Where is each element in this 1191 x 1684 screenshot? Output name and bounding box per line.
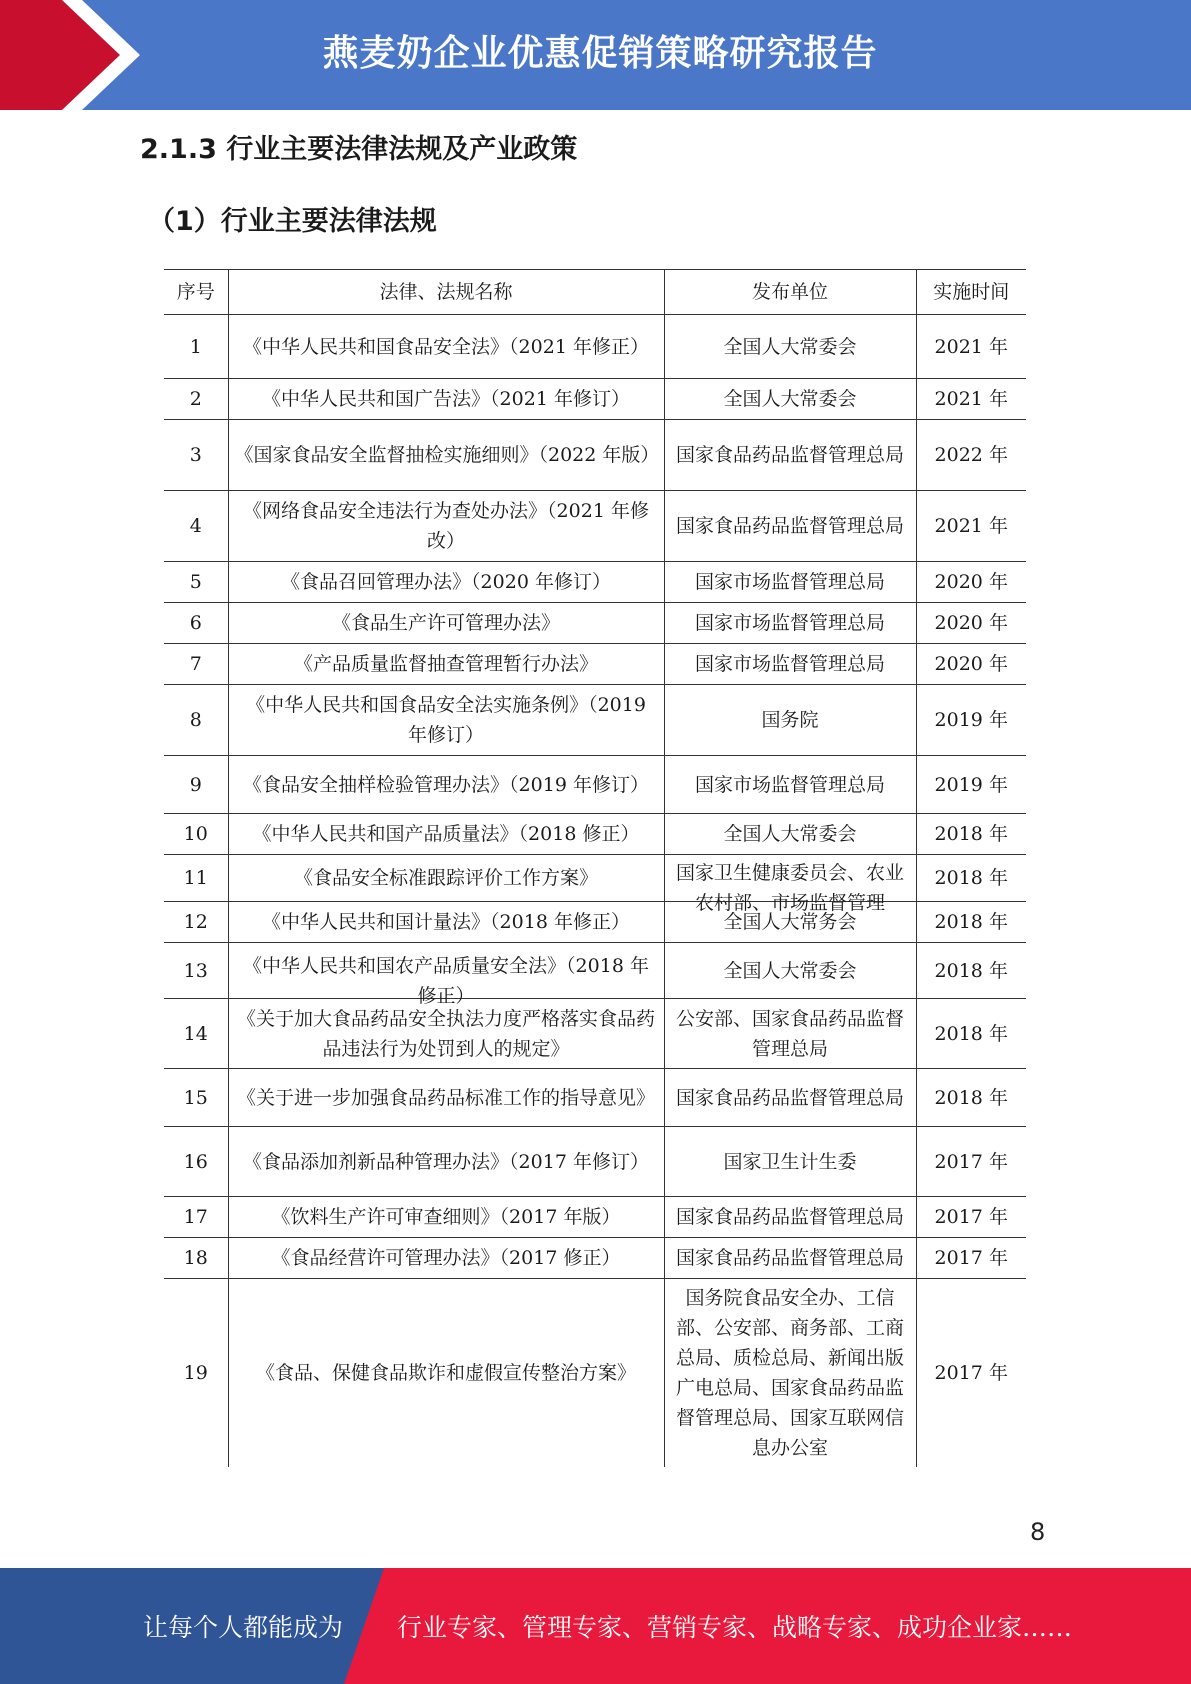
row-name: 《中华人民共和国广告法》（2021 年修订） bbox=[228, 379, 664, 420]
row-issuer bbox=[664, 855, 916, 914]
row-issuer-text: 国家食品药品监督管理总局 bbox=[675, 1206, 904, 1228]
report-header bbox=[0, 0, 1191, 110]
row-date: 2018 年 bbox=[916, 1069, 1026, 1127]
row-name bbox=[228, 943, 664, 1007]
row-no: 11 bbox=[164, 855, 228, 902]
row-name: 《中华人民共和国食品安全法实施条例》（2019 年修订） bbox=[228, 685, 664, 756]
row-issuer-text: 国家卫生健康委员会、农业农村部、市场监督管理 bbox=[675, 862, 904, 914]
table-row bbox=[164, 315, 1026, 379]
header-name: 法律、法规名称 bbox=[228, 270, 664, 315]
row-no: 13 bbox=[164, 943, 228, 999]
row-date: 2018 年 bbox=[916, 814, 1026, 855]
row-date: 2019 年 bbox=[916, 756, 1026, 814]
table-row bbox=[164, 420, 1026, 491]
row-no: 7 bbox=[164, 644, 228, 685]
row-issuer: 国家市场监督管理总局 bbox=[664, 756, 916, 814]
row-issuer bbox=[664, 1238, 916, 1279]
row-issuer: 国家市场监督管理总局 bbox=[664, 562, 916, 603]
table-row bbox=[164, 902, 1026, 943]
row-date: 2020 年 bbox=[916, 644, 1026, 685]
table-row bbox=[164, 1197, 1026, 1238]
row-name: 《产品质量监督抽查管理暂行办法》 bbox=[228, 644, 664, 685]
row-issuer: 国家市场监督管理总局 bbox=[664, 644, 916, 685]
table-row bbox=[164, 999, 1026, 1069]
row-no: 17 bbox=[164, 1197, 228, 1238]
table-row bbox=[164, 814, 1026, 855]
row-issuer: 国务院 bbox=[664, 685, 916, 756]
row-issuer bbox=[664, 1069, 916, 1127]
row-no: 9 bbox=[164, 756, 228, 814]
table-row bbox=[164, 685, 1026, 756]
row-date: 2018 年 bbox=[916, 902, 1026, 943]
row-date: 2018 年 bbox=[916, 999, 1026, 1069]
table-row bbox=[164, 562, 1026, 603]
header-red-arrow bbox=[0, 0, 150, 110]
row-date: 2020 年 bbox=[916, 562, 1026, 603]
row-name-text: 《关于进一步加强食品药品标准工作的指导意见》 bbox=[236, 1086, 655, 1109]
row-name-text: 《中华人民共和国农产品质量安全法》（2018 年修正） bbox=[243, 954, 649, 1007]
row-name: 《中华人民共和国产品质量法》（2018 修正） bbox=[228, 814, 664, 855]
row-date: 2021 年 bbox=[916, 315, 1026, 379]
row-issuer: 国务院食品安全办、工信部、公安部、商务部、工商总局、质检总局、新闻出版广电总局、国家食品药品监督管理总局、国家互联网信息办公室 bbox=[664, 1279, 916, 1467]
table-row bbox=[164, 603, 1026, 644]
row-name: 《中华人民共和国计量法》（2018 年修正） bbox=[228, 902, 664, 943]
table-row bbox=[164, 1238, 1026, 1279]
report-title: 燕麦奶企业优惠促销策略研究报告 bbox=[322, 33, 878, 74]
table-row bbox=[164, 756, 1026, 814]
row-no: 12 bbox=[164, 902, 228, 943]
section-heading: 2.1.3 行业主要法律法规及产业政策 bbox=[140, 134, 578, 165]
table-row bbox=[164, 1127, 1026, 1197]
row-issuer: 全国人大常委会 bbox=[664, 315, 916, 379]
footer-slogan-right: 行业专家、管理专家、营销专家、战略专家、成功企业家…… bbox=[397, 1613, 1073, 1642]
row-issuer: 全国人大常务会 bbox=[664, 902, 916, 943]
row-date: 2021 年 bbox=[916, 379, 1026, 420]
row-issuer: 国家卫生计生委 bbox=[664, 1127, 916, 1197]
row-date: 2021 年 bbox=[916, 491, 1026, 562]
row-name bbox=[228, 1069, 664, 1127]
row-no: 16 bbox=[164, 1127, 228, 1197]
row-name bbox=[228, 756, 664, 814]
row-date: 2017 年 bbox=[916, 1279, 1026, 1467]
row-issuer: 全国人大常委会 bbox=[664, 814, 916, 855]
row-name: 《国家食品安全监督抽检实施细则》（2022 年版） bbox=[228, 420, 664, 491]
row-no: 8 bbox=[164, 685, 228, 756]
row-issuer: 国家食品药品监督管理总局 bbox=[664, 491, 916, 562]
row-date: 2018 年 bbox=[916, 855, 1026, 902]
row-issuer: 全国人大常委会 bbox=[664, 943, 916, 999]
row-name: 《关于加大食品药品安全执法力度严格落实食品药品违法行为处罚到人的规定》 bbox=[228, 999, 664, 1069]
header-no: 序号 bbox=[164, 270, 228, 315]
table-row bbox=[164, 644, 1026, 685]
row-no: 2 bbox=[164, 379, 228, 420]
row-name: 《食品经营许可管理办法》（2017 修正） bbox=[228, 1238, 664, 1279]
row-name: 《食品生产许可管理办法》 bbox=[228, 603, 664, 644]
row-date: 2018 年 bbox=[916, 943, 1026, 999]
table-row bbox=[164, 943, 1026, 999]
row-issuer: 国家市场监督管理总局 bbox=[664, 603, 916, 644]
row-date: 2020 年 bbox=[916, 603, 1026, 644]
row-no: 14 bbox=[164, 999, 228, 1069]
row-no: 6 bbox=[164, 603, 228, 644]
row-name: 《食品添加剂新品种管理办法》（2017 年修订） bbox=[228, 1127, 664, 1197]
row-no: 3 bbox=[164, 420, 228, 491]
laws-table-container bbox=[164, 269, 1026, 1467]
table-row bbox=[164, 491, 1026, 562]
row-no: 4 bbox=[164, 491, 228, 562]
row-name: 《网络食品安全违法行为查处办法》（2021 年修改） bbox=[228, 491, 664, 562]
footer-slogan-left: 让每个人都能成为 bbox=[143, 1613, 344, 1642]
row-issuer-text: 国家食品药品监督管理总局 bbox=[675, 1086, 904, 1109]
row-no: 5 bbox=[164, 562, 228, 603]
row-no: 1 bbox=[164, 315, 228, 379]
row-date: 2017 年 bbox=[916, 1238, 1026, 1279]
row-no: 18 bbox=[164, 1238, 228, 1279]
row-issuer-text: 国家食品药品监督管理总局 bbox=[675, 1247, 904, 1269]
row-issuer: 公安部、国家食品药品监督管理总局 bbox=[664, 999, 916, 1069]
row-name: 《中华人民共和国食品安全法》（2021 年修正） bbox=[228, 315, 664, 379]
subsection-heading: （1）行业主要法律法规 bbox=[148, 206, 437, 237]
row-date: 2019 年 bbox=[916, 685, 1026, 756]
row-no: 15 bbox=[164, 1069, 228, 1127]
row-name-text: 《食品安全抽样检验管理办法》（2019 年修订） bbox=[243, 773, 649, 796]
table-row bbox=[164, 855, 1026, 902]
row-name: 《食品安全标准跟踪评价工作方案》 bbox=[228, 855, 664, 902]
row-issuer bbox=[664, 1197, 916, 1238]
row-name: 《饮料生产许可审查细则》（2017 年版） bbox=[228, 1197, 664, 1238]
table-row bbox=[164, 1279, 1026, 1467]
row-date: 2022 年 bbox=[916, 420, 1026, 491]
row-name: 《食品、保健食品欺诈和虚假宣传整治方案》 bbox=[228, 1279, 664, 1467]
row-date: 2017 年 bbox=[916, 1197, 1026, 1238]
laws-table bbox=[164, 269, 1026, 1467]
table-row bbox=[164, 1069, 1026, 1127]
header-date: 实施时间 bbox=[916, 270, 1026, 315]
table-header-row bbox=[164, 270, 1026, 315]
table-row bbox=[164, 379, 1026, 420]
row-date: 2017 年 bbox=[916, 1127, 1026, 1197]
row-issuer: 全国人大常委会 bbox=[664, 379, 916, 420]
row-name: 《食品召回管理办法》（2020 年修订） bbox=[228, 562, 664, 603]
page-number: 8 bbox=[1030, 1518, 1046, 1546]
row-issuer: 国家食品药品监督管理总局 bbox=[664, 420, 916, 491]
row-no: 10 bbox=[164, 814, 228, 855]
row-no: 19 bbox=[164, 1279, 228, 1467]
header-issuer: 发布单位 bbox=[664, 270, 916, 315]
